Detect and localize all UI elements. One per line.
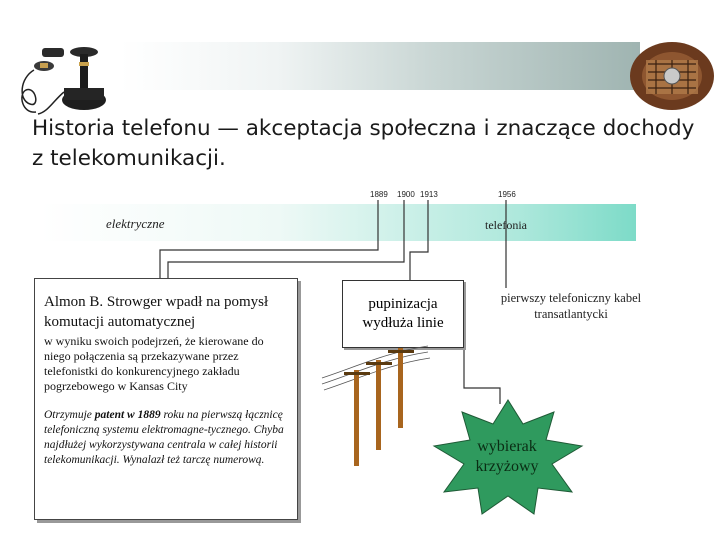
- card-paragraph: w wyniku swoich podejrzeń, że kierowane do niego połączenia są przekazywane przez telefonistki do konkurencyjnego zakładu pogrzebowego w Kansas City: [44, 334, 264, 393]
- card-patent-paragraph: [44, 408, 289, 468]
- year-label: 1889: [370, 190, 388, 199]
- patent-year-highlight: patent w 1889: [94, 409, 161, 421]
- patent-text-end: roku na pierwszą łącznicę telefoniczną systemu elektromagne-tycznego. Chyba najdłużej wykorzystywana centrala w całej historii telekomunikacji. Wynalazł też tarczę numerową.: [44, 409, 284, 466]
- page-title: Historia telefonu — akceptacja społeczna i znaczące dochody z telekomunikacji.: [32, 116, 695, 171]
- strowger-card: [34, 278, 298, 520]
- timeline-right-label: telefonia: [485, 218, 527, 232]
- pupinization-callout: pupinizacja wydłuża linie: [342, 280, 464, 348]
- card-heading: Almon B. Strowger wpadł na pomysł komutacji automatycznej: [44, 294, 269, 330]
- telephone-poles-icon: [318, 340, 438, 470]
- year-label: 1956: [498, 190, 516, 199]
- transatlantic-cable-note: pierwszy telefoniczny kabel transatlantycki: [500, 291, 642, 321]
- year-label: 1913: [420, 190, 438, 199]
- year-label: 1900: [397, 190, 415, 199]
- patent-text-start: Otrzymuje: [44, 409, 95, 421]
- timeline-left-label: elektryczne: [106, 216, 165, 231]
- crossbar-switch-label: wybierak krzyżowy: [475, 438, 539, 475]
